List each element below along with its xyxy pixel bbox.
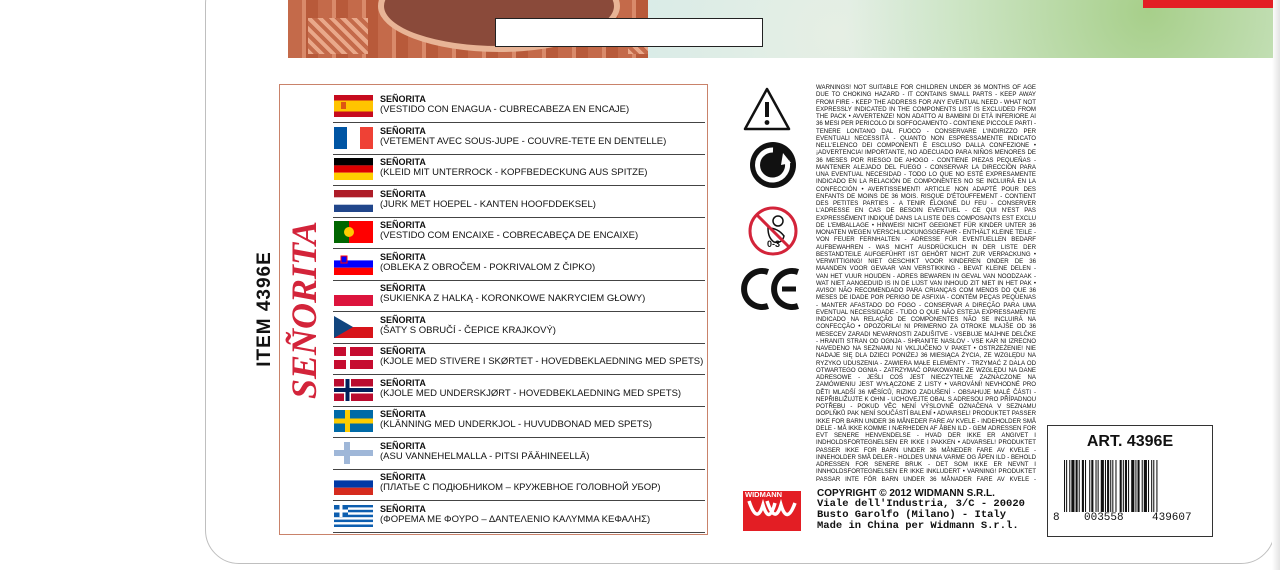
language-item-name: SEÑORITA (380, 157, 426, 167)
se-flag-icon (334, 410, 373, 432)
tower-ornament (308, 18, 368, 54)
language-item-description: (KJOLE MED UNDERSKJØRT - HOVEDBEKLAEDNING MED SPETS) (380, 387, 682, 399)
language-row (333, 217, 705, 249)
language-item-description: (SUKIENKA Z HALKĄ - KORONKOWE NAKRYCIEM GŁOWY) (380, 293, 646, 304)
language-item-name: SEÑORITA (380, 314, 426, 325)
barcode-bar (1120, 460, 1122, 512)
barcode-bar (1071, 460, 1074, 512)
barcode-bar (1131, 460, 1134, 512)
barcode-bar (1151, 460, 1152, 512)
language-item-description: (VETEMENT AVEC SOUS-JUPE - COUVRE-TETE EN DENTELLE) (380, 135, 667, 147)
language-row (333, 91, 705, 123)
logo-text: WIDMANN (745, 490, 783, 499)
barcode-bar (1148, 460, 1149, 512)
barcode-bar (1069, 460, 1070, 512)
es-flag-icon (334, 95, 373, 117)
barcode-bar (1144, 460, 1147, 512)
brand-title-vertical (281, 210, 327, 410)
language-row (333, 438, 705, 470)
copyright-line: COPYRIGHT © 2012 WIDMANN S.R.L. (817, 488, 995, 499)
barcode-bar (1112, 460, 1113, 512)
gr-flag-icon (334, 505, 373, 527)
red-tab (1143, 0, 1273, 8)
age-warning-text: 0-3 (767, 239, 781, 249)
language-item-name: SEÑORITA (380, 409, 426, 419)
language-item-name: SEÑORITA (380, 346, 426, 356)
barcode-bar (1105, 460, 1106, 512)
language-row (333, 186, 705, 218)
recycle-icon (749, 141, 797, 189)
blank-label-box (495, 18, 763, 47)
age-0-3-prohibited-icon (748, 206, 798, 256)
language-row (333, 469, 705, 501)
copyright-block (817, 488, 1025, 532)
origin-line: Made in China per Widmann S.r.l. (817, 520, 1019, 532)
language-row (333, 312, 705, 344)
address-line: Viale dell'Industria, 3/C - 20020 (817, 498, 1025, 510)
barcode-bar (1107, 460, 1109, 512)
card-shadow (1272, 0, 1280, 570)
barcode-bar (1089, 460, 1090, 512)
barcode-bar (1110, 460, 1111, 512)
language-item-description: (JURK MET HOEPEL - KANTEN HOOFDDEKSEL) (380, 198, 596, 210)
article-number: ART. 4396E (1086, 433, 1174, 450)
pl-flag-icon (334, 284, 373, 306)
cz-flag-icon (334, 316, 373, 338)
language-row (333, 249, 705, 281)
barcode-bar (1066, 460, 1067, 512)
ce-mark-icon (740, 264, 802, 314)
article-barcode-box (1047, 425, 1213, 537)
language-row (333, 406, 705, 438)
widmann-logo-icon (743, 487, 808, 533)
barcode-bar (1098, 460, 1099, 512)
language-item-description: (VESTIDO CON ENAGUA - CUBRECABEZA EN ENCAJE) (380, 104, 630, 115)
language-item-name: SEÑORITA (380, 94, 426, 104)
barcode-bar (1079, 460, 1080, 512)
language-item-name: SEÑORITA (380, 125, 426, 136)
fr-flag-icon (334, 127, 373, 149)
language-row (333, 501, 705, 533)
language-item-name: SEÑORITA (380, 503, 426, 514)
pt-flag-icon (334, 221, 373, 243)
language-item-name: SEÑORITA (380, 188, 426, 199)
fi-flag-icon (334, 442, 373, 464)
language-item-name: SEÑORITA (380, 440, 426, 451)
barcode-bar (1142, 460, 1143, 512)
warning-triangle-icon (742, 86, 792, 132)
barcode-bar (1101, 460, 1104, 512)
barcode-digit-prefix: 8 (1053, 512, 1060, 524)
product-photo (288, 0, 1273, 58)
barcode-bar (1076, 460, 1078, 512)
language-item-name: SEÑORITA (380, 377, 426, 388)
barcode-bar (1128, 460, 1129, 512)
language-row (333, 154, 705, 186)
address-line: Busto Garolfo (Milano) - Italy (817, 509, 1007, 521)
barcode-digit-group: 003558 (1084, 512, 1124, 524)
barcode-bar (1115, 460, 1116, 512)
language-item-name: SEÑORITA (380, 472, 426, 482)
barcode-bar (1085, 460, 1086, 512)
language-item-name: SEÑORITA (380, 220, 426, 230)
language-item-description: (KJOLE MED STIVERE I SKØRTET - HOVEDBEKLAEDNING MED SPETS) (380, 356, 704, 367)
language-item-description: (KLEID MIT UNTERROCK - KOPFBEDECKUNG AUS SPITZE) (380, 167, 648, 178)
safety-warnings-text (816, 84, 1036, 481)
dk-flag-icon (334, 347, 373, 369)
barcode-bar (1125, 460, 1127, 512)
barcode-bar (1082, 460, 1084, 512)
barcode-digit-group: 439607 (1152, 512, 1192, 524)
language-item-description: (ΦΟΡΕΜΑ ΜΕ ΦΟΥΡΟ – ΔΑΝΤΕΛΕΝΙΟ ΚΑΛΥΜΜΑ ΚΕΦΑΛΗΣ) (380, 513, 651, 525)
barcode-bar (1138, 460, 1140, 512)
language-item-description: (ASU VANNEHELMALLA - PITSI PÄÄHINEELLÄ) (380, 450, 590, 462)
barcode-bar (1135, 460, 1136, 512)
ru-flag-icon (334, 473, 373, 495)
language-item-description: (OBLEKA Z OBROČEM - POKRIVALOM Z ČIPKO) (380, 261, 596, 273)
de-flag-icon (334, 158, 373, 180)
language-item-name: SEÑORITA (380, 251, 426, 262)
no-flag-icon (334, 379, 373, 401)
language-item-name: SEÑORITA (380, 283, 426, 293)
language-row (333, 123, 705, 155)
language-item-description: (KLÄNNING MED UNDERKJOL - HUVUDBONAD MED SPETS) (380, 419, 653, 430)
barcode-bar (1064, 460, 1065, 512)
language-item-description: (ŠATY S OBRUČÍ - ČEPICE KRAJKOVÝ) (380, 324, 556, 336)
barcode-bar (1153, 460, 1154, 512)
language-item-description: (VESTIDO COM ENCAIXE - COBRECABEÇA DE ENCAIXE) (380, 230, 639, 241)
warnings-paragraph: WARNINGS! NOT SUITABLE FOR CHILDREN UNDER 36 MONTHS OF AGE DUE TO CHOKING HAZARD - IT CONTAINS SMALL PARTS - KEEP AWAY FROM FIRE - KEEP THE ADDRESS FOR ANY EVENTUAL NEED - WHAT NOT EXPRESSLY INDICATED IN THE COMPONENTS LIST IS EXCLUDED FROM THE PACK • AVVERTENZE! NON ADATTO AI BAMBINI DI ETÀ INFERIORE AI 36 MESI PER PERICOLO DI SOFFOCAMENTO - CONTIENE PICCOLE PARTI - TENERE LONTANO DAL FUOCO - CONSERVARE L'INDIRIZZO PER EVENTUALI NECESSITÀ - QUANTO NON ESPRESSAMENTE INDICATO NELL'ELENCO DEI COMPONENTI È ESCLUSO DALLA CONFEZIONE • ¡ADVERTENCIA! IMPORTANTE, NO ADECUADO PARA NIÑOS MENORES DE 36 MESES POR RIESGO DE AHOGO - CONTIENE PIEZAS PEQUEÑAS - MANTENER ALEJADO DEL FUEGO - CONSERVAR LA DIRECCIÓN PARA UNA EVENTUAL NECESIDAD - TODO LO QUE NO ESTÉ EXPRESAMENTE INDICADO EN LA RELACIÓN DE COMPONENTES NO SE INCLUIRÁ EN LA CONFECCIÓN • AVERTISSEMENT! ARTICLE NON ADAPTÉ POUR DES ENFANTS DE MOINS DE 36 MOIS. RISQUE D'ÉTOUFFEMENT - CONTIENT DES PETITES PARTIES - A TENIR ÉLOIGNÉ DU FEU - CONSERVER L'ADRESSE EN CAS DE BESOIN EVENTUEL - CE QUI N'EST PAS EXPRESSÉMENT INDIQUÉ DANS LA LISTE DES COMPOSANTS EST EXCLU DE L'EMBALLAGE • HINWEIS! NICHT GEEIGNET FÜR KINDER UNTER 36 MONATEN WEGEN VERSCHLUCKUNGSGEFAHR - ENTHÄLT KLEINE TEILE - VON FEUER FERNHALTEN - ADRESSE FÜR EVENTUELLEN BEDARF AUFBEWAHREN - WAS NICHT AUSDRÜCKLICH IN DER LISTE DER BESTANDTEILE AUFGEFÜHRT IST GEHÖRT NICHT ZUR VERPACKUNG • VERWITTIGING! NIET GESCHIKT VOOR KINDEREN ONDER DE 36 MAANDEN VOOR GEVAAR VAN VERSTIKKING - BEVAT KLEINE DELEN - VAN HET VUUR HOUDEN - ADRES BEWAREN IN GEVAL VAN NOODZAAK - WAT NIET AANGEDUID IS IN DE LIJST VAN INHOUD ZIT NIET IN HET PAK • AVISO! NÃO RECOMENDADO PARA CRIANÇAS COM MENOS DO QUE 36 MESES DE IDADE POR PERIGO DE ASFIXIA - CONTÉM PEÇAS PEQUENAS - MANTER AFASTADO DO FOGO - CONSERVAR A DIREÇÃO PARA UMA EVENTUAL NECESSIDADE - TUDO O QUE NÃO ESTEJA EXPRESSAMENTE INDICADO NA RELAÇÃO DE COMPONENTES NÃO SE INCLUIRÁ NA CONFECÇÃO • OPOZORILA! NI PRIMERNO ZA OTROKE MLAJŠE OD 36 MESECEV ZARADI NEVARNOSTI ZADUŠITVE - VSEBUJE MAJHNE DELČKE - HRANITI STRAN OD OGNJA - SHRANITE NASLOV - VSE KAR NI IZRECNO NAVEDENO NA SEZNAMU NI VKLJUČENO V PAKET • OSTRZEŻENIE! NIE NADAJE SIĘ DLA DZIECI PONIŻEJ 36 MIESIĄCA ŻYCIA, ZE WZGLĘDU NA RYZYKO UDUSZENIA - ZAWIERA MAŁE ELEMENTY - TRZYMAĆ Z DALA OD OTWARTEGO OGNIA - ZATRZYMAĆ OPAKOWANIE ZE WZGLĘDU NA DANE ADRESOWE - JEŚLI COŚ JEST NIECZYTELNE ZAZNACZONE NA ZAMÓWIENIU JEST WYŁĄCZONE Z LISTY • VAROVÁNÍ! NEVHODNÉ PRO DĚTI MLADŠÍ 36 MĚSÍCŮ, RIZIKO ZADUŠENÍ - OBSAHUJE MALÉ ČÁSTI - NEPŘIBLIŽUJTE K OHNI - UCHOVEJTE OBAL S ADRESOU PRO PŘÍPADNOU POTŘEBU - POKUD VĚC NENÍ VÝSLOVNĚ OZNAČENA V SEZNAMU DOPLŇKŮ PAK NENÍ SOUČÁSTÍ BALENÍ • ADVARSEL! PRODUKTET PASSER IKKE FOR BARN UNDER 36 MÅNEDER FARE AV KVELE - INDEHOLDER SMÅ DELE - MÅ IKKE KOMME I NÆRHEDEN AF ÅBEN ILD - GEM ADRESSEN FOR EVT SENERE HENVENDELSE - HVAD DER IKKE ER ANGIVET I INDHOLDSFORTEGNELSEN ER IKKE I PAKKEN • ADVARSEL! PRODUKTET PASSER IKKE FOR BARN UNDER 36 MÅNEDER FARE AV KVELE - INNEHOLDER SMÅ DELER - HOLDES UNNA VARME OG ÅPEN ILD - BEHOLD ADRESSEN FOR SENERE BRUK - DET SOM IKKE ER NEVNT I INNHOLDSFORTEGNELSEN ER IKKE INKLUDERT • VARNING! PRODUKTET PASSAR INTE FÖR BARN UNDER 36 MÅNADER FARE AV KVELE - (816, 84, 1036, 481)
barcode-bar (1096, 460, 1097, 512)
language-row (333, 280, 705, 312)
brand-title-text: SEÑORITA (284, 220, 324, 400)
language-row (333, 375, 705, 407)
language-row (333, 343, 705, 375)
item-number-text: ITEM 4396E (254, 250, 275, 367)
barcode-icon (1064, 460, 1202, 512)
nl-flag-icon (334, 190, 373, 212)
language-item-description: (ПЛАТЬЕ С ПОДЮБНИКОМ – КРУЖЕВНОЕ ГОЛОВНОЙ УБОР) (380, 482, 661, 493)
si-flag-icon (334, 253, 373, 275)
barcode-bar (1123, 460, 1124, 512)
barcode-bar (1156, 460, 1157, 512)
barcode-bar (1091, 460, 1093, 512)
item-number-vertical (251, 236, 279, 381)
